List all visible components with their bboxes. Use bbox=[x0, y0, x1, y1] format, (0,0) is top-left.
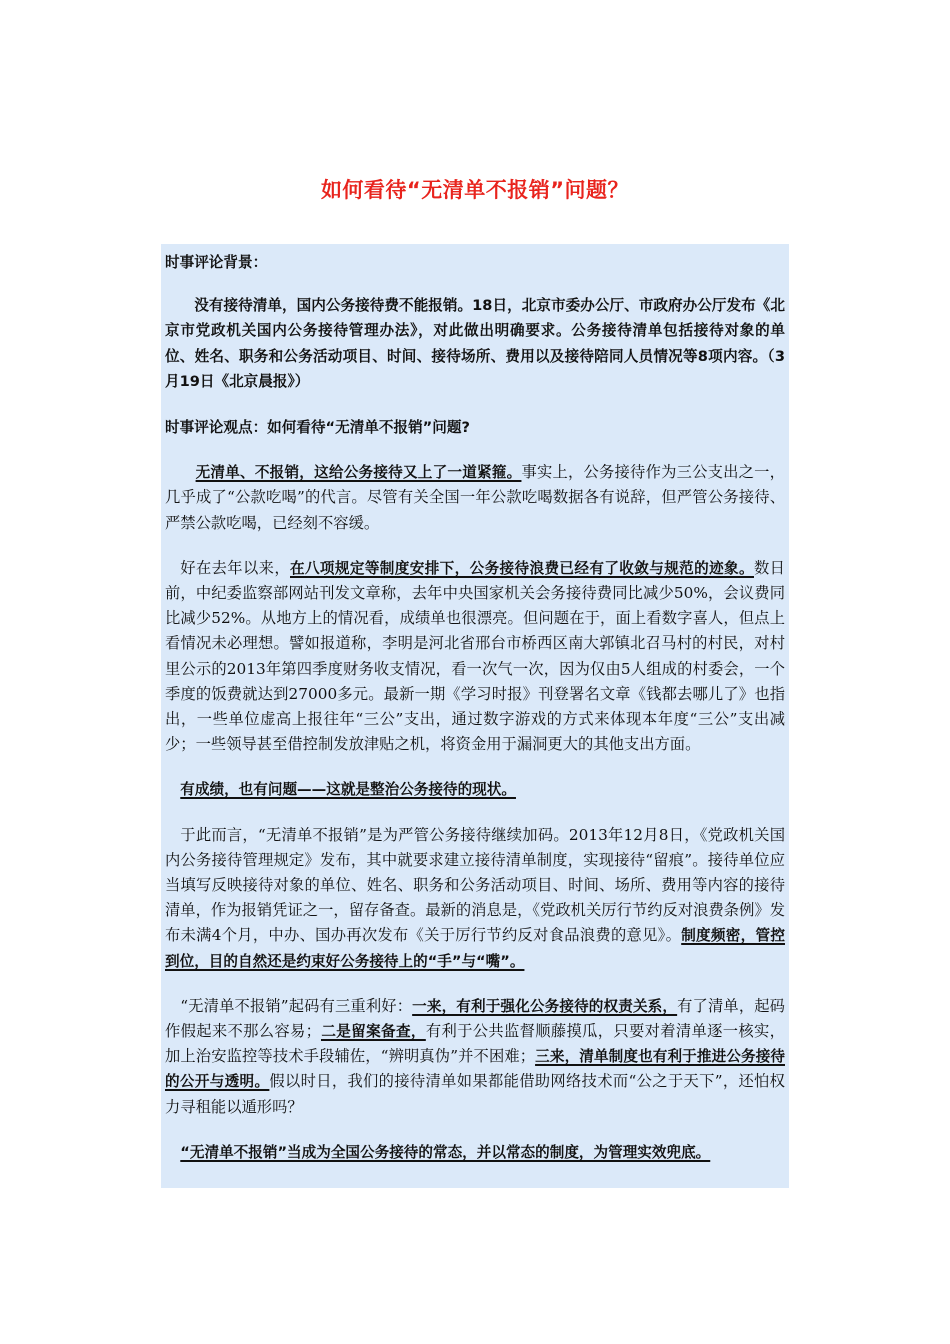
paragraph-5-emphasis-3: 三来，清单制度也有利于推进公务接待的公开与透明。 bbox=[165, 1048, 785, 1091]
paragraph-2 bbox=[165, 556, 785, 758]
paragraph-4-text: 于此而言，“无清单不报销”是为严管公务接待继续加码。2013年12月8日，《党政机关国内公务接待管理规定》发布，其中就要求建立接待清单制度，实现接待“留痕”。接待单位应当填写反映接待对象的单位、姓名、职务和公务活动项目、时间、场所、费用等内容的接待清单，作为报销凭证之一，留存备查。最新的消息是，《党政机关厉行节约反对浪费条例》发布未满4个月，中办、国办再次发布《关于厉行节约反对食品浪费的意见》。 bbox=[165, 825, 785, 945]
paragraph-2-emphasis: 在八项规定等制度安排下，公务接待浪费已经有了收敛与规范的迹象。 bbox=[290, 559, 754, 577]
paragraph-4 bbox=[165, 823, 785, 974]
paragraph-2-pre: 好在去年以来， bbox=[180, 558, 290, 577]
paragraph-5-text-3: 有利于公共监督顺藤摸瓜，只要对着清单逐一核实，加上治安监控等技术手段辅佐，“辨明真伪”并不困难； bbox=[165, 1022, 785, 1066]
paragraph-1-text: 事实上，公务接待作为三公支出之一，几乎成了“公款吃喝”的代言。尽管有关全国一年公款吃喝数据各有说辞，但严管公务接待、严禁公款吃喝，已经刻不容缓。 bbox=[165, 463, 785, 532]
paragraph-5-emphasis-1: 一来，有利于强化公务接待的权责关系， bbox=[412, 997, 678, 1015]
background-label: 时事评论背景： bbox=[165, 254, 268, 271]
paragraph-6-emphasis: “无清单不报销”当成为全国公务接待的常态，并以常态的制度，为管理实效兜底。 bbox=[180, 1143, 711, 1161]
paragraph-5 bbox=[165, 994, 785, 1120]
paragraph-1-lead: 无清单、不报销，这给公务接待又上了一道紧箍。 bbox=[195, 464, 522, 482]
paragraph-1 bbox=[165, 460, 785, 536]
article-panel bbox=[161, 244, 789, 1188]
paragraph-3 bbox=[165, 777, 785, 802]
paragraph-5-emphasis-2: 二是留案备查， bbox=[320, 1023, 426, 1041]
background-text: 没有接待清单，国内公务接待费不能报销。18日，北京市委办公厅、市政府办公厅发布《北京市党政机关国内公务接待管理办法》，对此做出明确要求。公务接待清单包括接待对象的单位、姓名、职务和公务活动项目、时间、接待场所、费用以及接待陪同人员情况等8项内容。（3月19日《北京晨报》） bbox=[165, 297, 785, 390]
article-title: 如何看待“无清单不报销”问题？ bbox=[320, 178, 630, 202]
paragraph-4-emphasis: 制度频密，管控到位，目的自然还是约束好公务接待上的“手”与“嘴”。 bbox=[165, 927, 785, 970]
paragraph-5-text-4: 假以时日，我们的接待清单如果都能借助网络技术而“公之于天下”，还怕权力寻租能以遁形吗？ bbox=[165, 1072, 785, 1116]
paragraph-6 bbox=[165, 1140, 785, 1165]
paragraph-5-text-1: “无清单不报销”起码有三重利好： bbox=[180, 996, 413, 1015]
viewpoint-label: 时事评论观点：如何看待“无清单不报销”问题? bbox=[165, 419, 470, 437]
paragraph-5-text-2: 有了清单，起码作假起来不那么容易； bbox=[165, 996, 785, 1041]
paragraph-2-text: 数日前，中纪委监察部网站刊发文章称，去年中央国家机关会务接待费同比减少50%，会议费同比减少52%。从地方上的情况看，成绩单也很漂亮。但问题在于，面上看数字喜人，但点上看情况未必理想。譬如报道称，李明是河北省邢台市桥西区南大郭镇北召马村的村民，对村里公示的2013年第四季度财务收支情况，看一次气一次，因为仅由5人组成的村委会，一个季度的饭费就达到27000多元。最新一期《学习时报》刊登署名文章《钱都去哪儿了》也指出，一些单位虚高上报往年“三公”支出，通过数字游戏的方式来体现本年度“三公”支出减少；一些领导甚至借控制发放津贴之机，将资金用于漏洞更大的其他支出方面。 bbox=[165, 558, 785, 754]
paragraph-3-emphasis: 有成绩，也有问题——这就是整治公务接待的现状。 bbox=[180, 781, 516, 799]
